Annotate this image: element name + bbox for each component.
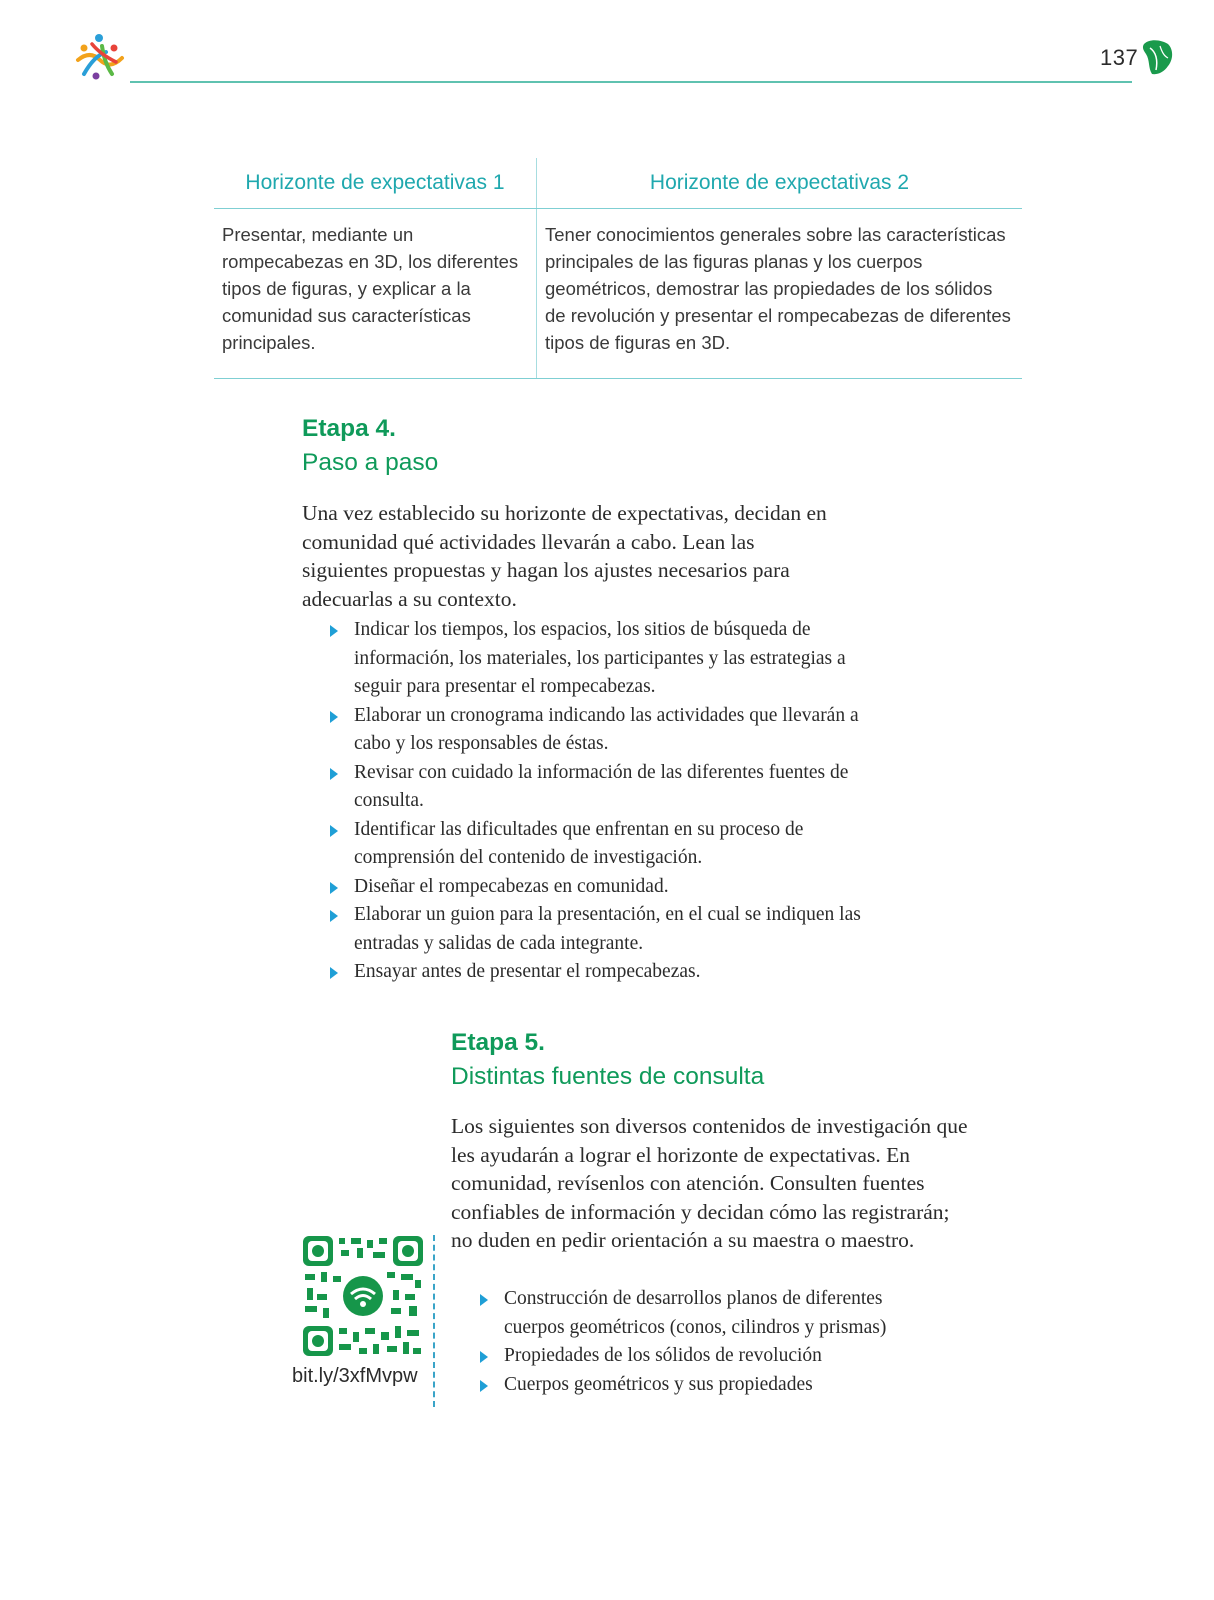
list-item xyxy=(330,873,890,902)
bullet-arrow-icon xyxy=(330,967,338,979)
list-item-text: Propiedades de los sólidos de revolución xyxy=(504,1345,822,1366)
list-item-text: Indicar los tiempos, los espacios, los sitios de búsqueda de información, los materiales, los participantes y las estrategias a seguir para presentar el rompecabezas. xyxy=(354,619,846,697)
stage4-title: Etapa 4. xyxy=(302,415,396,442)
header-divider xyxy=(130,81,1132,83)
list-item xyxy=(330,702,890,759)
list-item-text: Construcción de desarrollos planos de diferentes cuerpos geométricos (conos, cilindros y prismas) xyxy=(504,1288,887,1338)
list-item-text: Revisar con cuidado la información de las diferentes fuentes de consulta. xyxy=(354,761,849,811)
green-leaf-icon xyxy=(1140,38,1174,76)
stage5-title: Etapa 5. xyxy=(451,1029,545,1056)
list-item-text: Diseñar el rompecabezas en comunidad. xyxy=(354,875,669,897)
bullet-arrow-icon xyxy=(330,625,338,637)
list-item-text: Elaborar un guion para la presentación, en el cual se indiquen las entradas y salidas de cada integrante. xyxy=(354,904,861,954)
stage5-subtitle: Distintas fuentes de consulta xyxy=(451,1063,765,1090)
qr-code-icon[interactable] xyxy=(303,1236,423,1356)
table-cell-1: Presentar, mediante un rompecabezas en 3D, los diferentes tipos de figuras, y explicar a la comunidad sus características principales. xyxy=(214,209,537,379)
qr-dashed-divider xyxy=(433,1235,435,1407)
list-item-text: Cuerpos geométricos y sus propiedades xyxy=(504,1373,813,1395)
stage5-heading xyxy=(451,1026,764,1094)
bullet-arrow-icon xyxy=(480,1294,488,1306)
table-cell-2: Tener conocimientos generales sobre las características principales de las figuras planas y los cuerpos geométricos, demostrar las propiedades de los sólidos de revolución y presentar el rompecabezas de diferentes tipos de figuras en 3D. xyxy=(537,209,1023,379)
expectations-table xyxy=(214,158,1022,379)
list-item xyxy=(330,816,890,873)
table-header-2: Horizonte de expectativas 2 xyxy=(537,158,1023,209)
list-item xyxy=(480,1342,940,1371)
bullet-arrow-icon xyxy=(330,882,338,894)
stage4-bullet-list xyxy=(330,616,890,987)
bullet-arrow-icon xyxy=(330,768,338,780)
bullet-arrow-icon xyxy=(330,910,338,922)
list-item xyxy=(330,901,890,958)
list-item-text: Elaborar un cronograma indicando las actividades que llevarán a cabo y los responsables de éstas. xyxy=(354,704,859,754)
bullet-arrow-icon xyxy=(480,1351,488,1363)
colorful-people-logo-icon xyxy=(72,30,126,84)
bullet-arrow-icon xyxy=(330,825,338,837)
table-header-row xyxy=(214,158,1022,209)
stage5-intro: Los siguientes son diversos contenidos de investigación que les ayudarán a lograr el horizonte de expectativas. En comunidad, revísenlos con atención. Consulten fuentes confiables de información y decidan cómo las registrarán; no duden en pedir orientación a su maestra o maestro. xyxy=(451,1114,968,1252)
qr-link-text[interactable]: bit.ly/3xfMvpw xyxy=(292,1365,418,1387)
stage5-bullet-list xyxy=(480,1285,940,1399)
list-item-text: Ensayar antes de presentar el rompecabezas. xyxy=(354,961,701,982)
page-number: 137 xyxy=(1100,45,1139,70)
list-item xyxy=(480,1371,940,1400)
bullet-arrow-icon xyxy=(330,711,338,723)
table-header-1: Horizonte de expectativas 1 xyxy=(214,158,537,209)
list-item xyxy=(330,616,890,702)
list-item xyxy=(330,759,890,816)
stage4-intro: Una vez establecido su horizonte de expectativas, decidan en comunidad qué actividades llevarán a cabo. Lean las siguientes propuestas y hagan los ajustes necesarios para adecuarlas a su contexto. xyxy=(302,501,827,611)
list-item-text: Identificar las dificultades que enfrentan en su proceso de comprensión del contenido de investigación. xyxy=(354,818,804,868)
list-item xyxy=(330,958,890,987)
table-row xyxy=(214,209,1022,379)
stage4-heading xyxy=(302,412,438,480)
stage4-subtitle: Paso a paso xyxy=(302,449,439,476)
list-item xyxy=(480,1285,940,1342)
bullet-arrow-icon xyxy=(480,1380,488,1392)
